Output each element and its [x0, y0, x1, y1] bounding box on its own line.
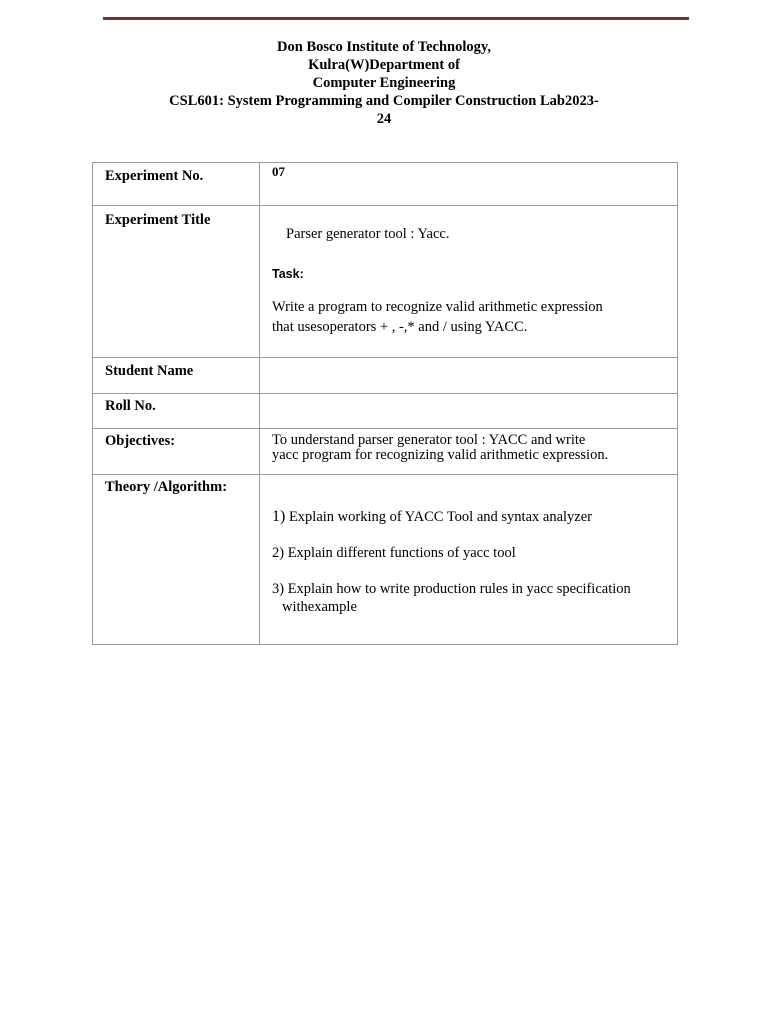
- table-row-student-name: [93, 358, 678, 394]
- experiment-table: [92, 162, 678, 645]
- roll-no-label: Roll No.: [93, 394, 260, 429]
- table-row-experiment-no: [93, 163, 678, 206]
- theory-item-text-continued: withexample: [282, 599, 357, 615]
- table-row-experiment-title: [93, 206, 678, 358]
- table-row-theory: [93, 475, 678, 645]
- roll-no-field[interactable]: [260, 394, 678, 429]
- table-row-roll-no: [93, 394, 678, 429]
- task-label: Task:: [272, 267, 304, 281]
- table-row-objectives: [93, 429, 678, 475]
- top-rule: [103, 17, 689, 20]
- experiment-title-label: Experiment Title: [93, 206, 260, 358]
- task-description: [272, 297, 677, 337]
- student-name-label: Student Name: [93, 358, 260, 394]
- experiment-no-value: 07: [260, 163, 678, 206]
- theory-item-1: [272, 508, 677, 526]
- department-name: Computer Engineering: [312, 75, 456, 91]
- theory-item-2: 2) Explain different functions of yacc tool: [272, 545, 516, 561]
- objectives-line: To understand parser generator tool : YACC and write: [272, 432, 586, 448]
- course-year-suffix: 24: [376, 111, 392, 127]
- objectives-line: yacc program for recognizing valid arithmetic expression.: [272, 447, 609, 463]
- task-line: that usesoperators + , -,* and / using YACC.: [272, 319, 528, 335]
- objectives-label: Objectives:: [93, 429, 260, 475]
- theory-label: Theory /Algorithm:: [93, 475, 260, 645]
- experiment-title-text: Parser generator tool : Yacc.: [286, 226, 450, 242]
- department-line: Kulra(W)Department of: [308, 57, 460, 73]
- theory-cell: [260, 475, 678, 645]
- theory-item-number: 1): [272, 508, 286, 525]
- student-name-field[interactable]: [260, 358, 678, 394]
- experiment-no-label: Experiment No.: [93, 163, 260, 206]
- theory-item-text: Explain working of YACC Tool and syntax analyzer: [288, 509, 592, 525]
- course-title: CSL601: System Programming and Compiler Construction Lab2023-: [169, 93, 599, 109]
- theory-list: [272, 508, 677, 616]
- document-header: [100, 38, 668, 128]
- theory-item-3: [272, 580, 677, 616]
- institute-name: Don Bosco Institute of Technology,: [277, 39, 491, 55]
- objectives-text: [260, 429, 678, 475]
- theory-item-text: 3) Explain how to write production rules in yacc specification: [272, 581, 631, 597]
- task-line: Write a program to recognize valid arithmetic expression: [272, 299, 603, 315]
- experiment-title-cell: [260, 206, 678, 358]
